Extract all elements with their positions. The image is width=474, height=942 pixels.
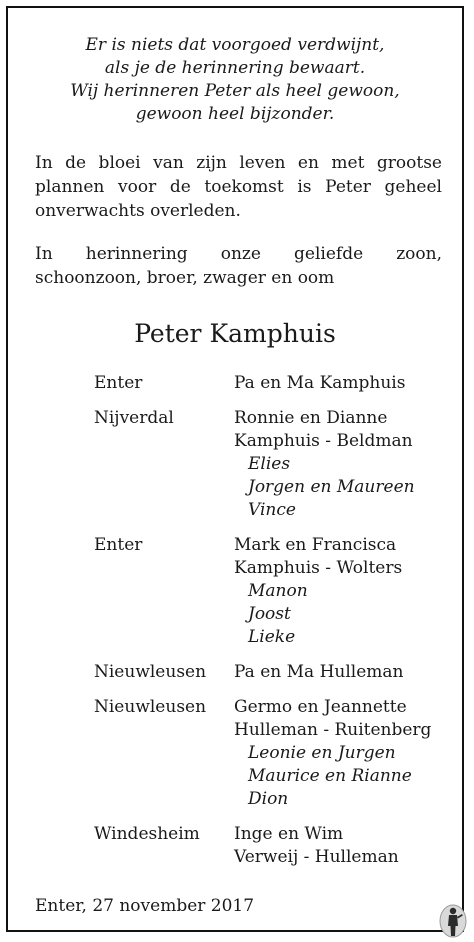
family-members (234, 696, 454, 811)
family-group (94, 407, 454, 522)
family-group (94, 661, 454, 684)
family-name-line: Pa en Ma Hulleman (234, 662, 404, 682)
child-name: Leonie en Jurgen (248, 743, 396, 763)
family-place: Enter (94, 373, 143, 393)
child-name: Elies (248, 454, 291, 474)
family-name-line: Mark en Francisca (234, 535, 397, 555)
family-group (94, 534, 454, 649)
family-members (234, 661, 454, 684)
family-name-line: Germo en Jeannette (234, 697, 407, 717)
family-name-line: Ronnie en Dianne (234, 408, 388, 428)
announcement-paragraph: In de bloei van zijn leven en met grootse plannen voor de toekomst is Peter geheel onverwachts overleden. (35, 153, 442, 221)
child-name: Maurice en Rianne (248, 766, 412, 786)
family-name-line: Inge en Wim (234, 824, 344, 844)
family-place: Nieuwleusen (94, 662, 207, 682)
child-name: Vince (248, 500, 296, 520)
family-name-line: Verweij - Hulleman (234, 847, 399, 867)
family-name-line: Pa en Ma Kamphuis (234, 373, 406, 393)
poem-line: gewoon heel bijzonder. (135, 104, 335, 124)
family-group (94, 372, 454, 395)
family-members (234, 823, 454, 869)
family-group (94, 823, 454, 869)
memorial-figure-icon (438, 902, 468, 938)
memorial-poem (8, 34, 462, 126)
child-name: Joost (248, 604, 291, 624)
family-name-line: Kamphuis - Wolters (234, 558, 403, 578)
family-name-line: Kamphuis - Beldman (234, 431, 413, 451)
child-name: Lieke (248, 627, 296, 647)
family-group (94, 696, 454, 811)
deceased-name: Peter Kamphuis (134, 319, 336, 348)
family-place: Nijverdal (94, 408, 174, 428)
family-name-line: Hulleman - Ruitenberg (234, 720, 432, 740)
family-place: Nieuwleusen (94, 697, 207, 717)
family-list (94, 372, 454, 881)
family-place: Enter (94, 535, 143, 555)
place-and-date: Enter, 27 november 2017 (35, 896, 255, 916)
poem-line: Er is niets dat voorgoed verdwijnt, (85, 35, 385, 55)
remembrance-paragraph: In herinnering onze geliefde zoon, schoonzoon, broer, zwager en oom (35, 244, 442, 288)
poem-line: Wij herinneren Peter als heel gewoon, (70, 81, 400, 101)
family-members (234, 407, 454, 522)
child-name: Manon (248, 581, 308, 601)
child-name: Jorgen en Maureen (248, 477, 415, 497)
family-members (234, 372, 454, 395)
family-members (234, 534, 454, 649)
child-name: Dion (248, 789, 289, 809)
family-place: Windesheim (94, 824, 200, 844)
poem-line: als je de herinnering bewaart. (104, 58, 366, 78)
obituary-card (6, 6, 464, 932)
